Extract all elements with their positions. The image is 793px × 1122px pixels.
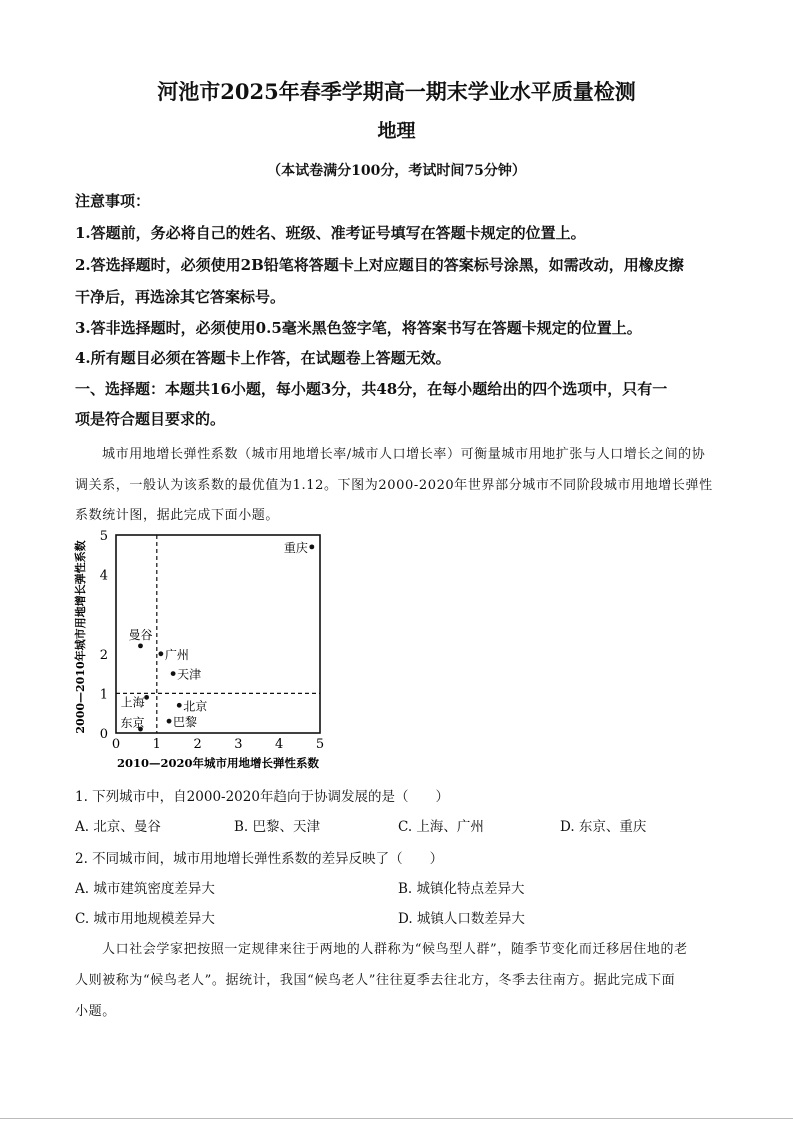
passage-line: 调关系，一般认为该系数的最优值为1.12。下图为2000-2020年世界部分城市不同阶段城市用地增长弹性 (75, 478, 713, 493)
data-point (171, 671, 176, 676)
y-axis-label: 2000—2010年城市用地增长弹性系数 (74, 540, 87, 734)
data-point (177, 703, 182, 708)
data-point-label: 上海 (120, 695, 145, 710)
data-point (309, 544, 314, 549)
y-tick-label: 0 (99, 727, 108, 742)
x-tick-label: 0 (111, 737, 121, 752)
subject-title: 地理 (377, 120, 416, 142)
exam-title: 河池市2025年春季学期高一期末学业水平质量检测 (157, 79, 636, 104)
passage-line: 城市用地增长弹性系数（城市用地增长率/城市人口增长率）可衡量城市用地扩张与人口增长之间的协 (102, 447, 706, 462)
x-tick-label: 1 (152, 737, 161, 752)
q1-option-d: D. 东京、重庆 (560, 819, 647, 835)
exam-subtitle: （本试卷满分100分，考试时间75分钟） (267, 163, 526, 179)
page-bottom-divider (0, 1118, 793, 1119)
data-point-label: 北京 (183, 699, 208, 714)
q1-option-b: B. 巴黎、天津 (234, 819, 321, 835)
y-tick-label: 5 (99, 529, 108, 544)
x-axis-label: 2010—2020年城市用地增长弹性系数 (116, 756, 320, 770)
data-point (158, 651, 163, 656)
note-item: 2.答选择题时，必须使用2B铅笔将答题卡上对应题目的答案标号涂黑，如需改动，用橡皮擦 (75, 256, 684, 274)
data-point (138, 643, 143, 648)
x-tick-label: 5 (315, 737, 325, 752)
note-item: 4.所有题目必须在答题卡上作答，在试题卷上答题无效。 (75, 349, 451, 367)
y-tick-label: 1 (99, 687, 108, 703)
passage-line: 人口社会学家把按照一定规律来往于两地的人群称为“候鸟型人群”，随季节变化而迁移居住地的老 (102, 942, 688, 957)
data-point-label: 重庆 (283, 540, 308, 555)
data-point-label: 巴黎 (173, 715, 198, 730)
question-1-stem: 1. 下列城市中，自2000-2020年趋向于协调发展的是（ ） (75, 789, 449, 805)
x-tick-label: 2 (193, 737, 202, 752)
data-point (167, 719, 172, 724)
q2-option-d: D. 城镇人口数差异大 (398, 911, 525, 927)
y-tick-label: 4 (99, 568, 108, 584)
data-point (144, 695, 149, 700)
data-point-label: 天津 (177, 667, 202, 682)
notes-heading: 注意事项： (75, 192, 151, 210)
note-item: 3.答非选择题时，必须使用0.5毫米黑色签字笔，将答案书写在答题卡规定的位置上。 (75, 319, 642, 337)
q1-option-a: A. 北京、曼谷 (75, 819, 161, 835)
q2-option-b: B. 城镇化特点差异大 (398, 881, 525, 897)
passage-line: 系数统计图，据此完成下面小题。 (75, 508, 280, 523)
passage-line: 人则被称为“候鸟老人”。据统计，我国“候鸟老人”往往夏季去往北方，冬季去往南方。据此完成下面 (75, 973, 676, 988)
section-heading-cont: 项是符合题目要求的。 (75, 410, 226, 428)
note-item: 1.答题前，务必将自己的姓名、班级、准考证号填写在答题卡规定的位置上。 (75, 224, 586, 242)
q2-option-a: A. 城市建筑密度差异大 (75, 881, 215, 897)
elasticity-scatter-chart (70, 525, 340, 775)
data-point-label: 广州 (164, 647, 189, 662)
note-item: 干净后，再选涂其它答案标号。 (75, 288, 286, 306)
q2-option-c: C. 城市用地规模差异大 (75, 911, 215, 927)
question-2-stem: 2. 不同城市间，城市用地增长弹性系数的差异反映了（ ） (75, 851, 444, 867)
q1-option-c: C. 上海、广州 (398, 819, 484, 835)
data-point-label: 东京 (120, 716, 145, 731)
passage-line: 小题。 (75, 1004, 116, 1019)
data-point-label: 曼谷 (128, 627, 153, 642)
y-tick-label: 2 (99, 647, 108, 663)
x-tick-label: 3 (234, 737, 243, 752)
x-tick-label: 4 (275, 737, 284, 752)
section-heading: 一、选择题：本题共16小题，每小题3分，共48分，在每小题给出的四个选项中，只有一 (75, 380, 668, 398)
